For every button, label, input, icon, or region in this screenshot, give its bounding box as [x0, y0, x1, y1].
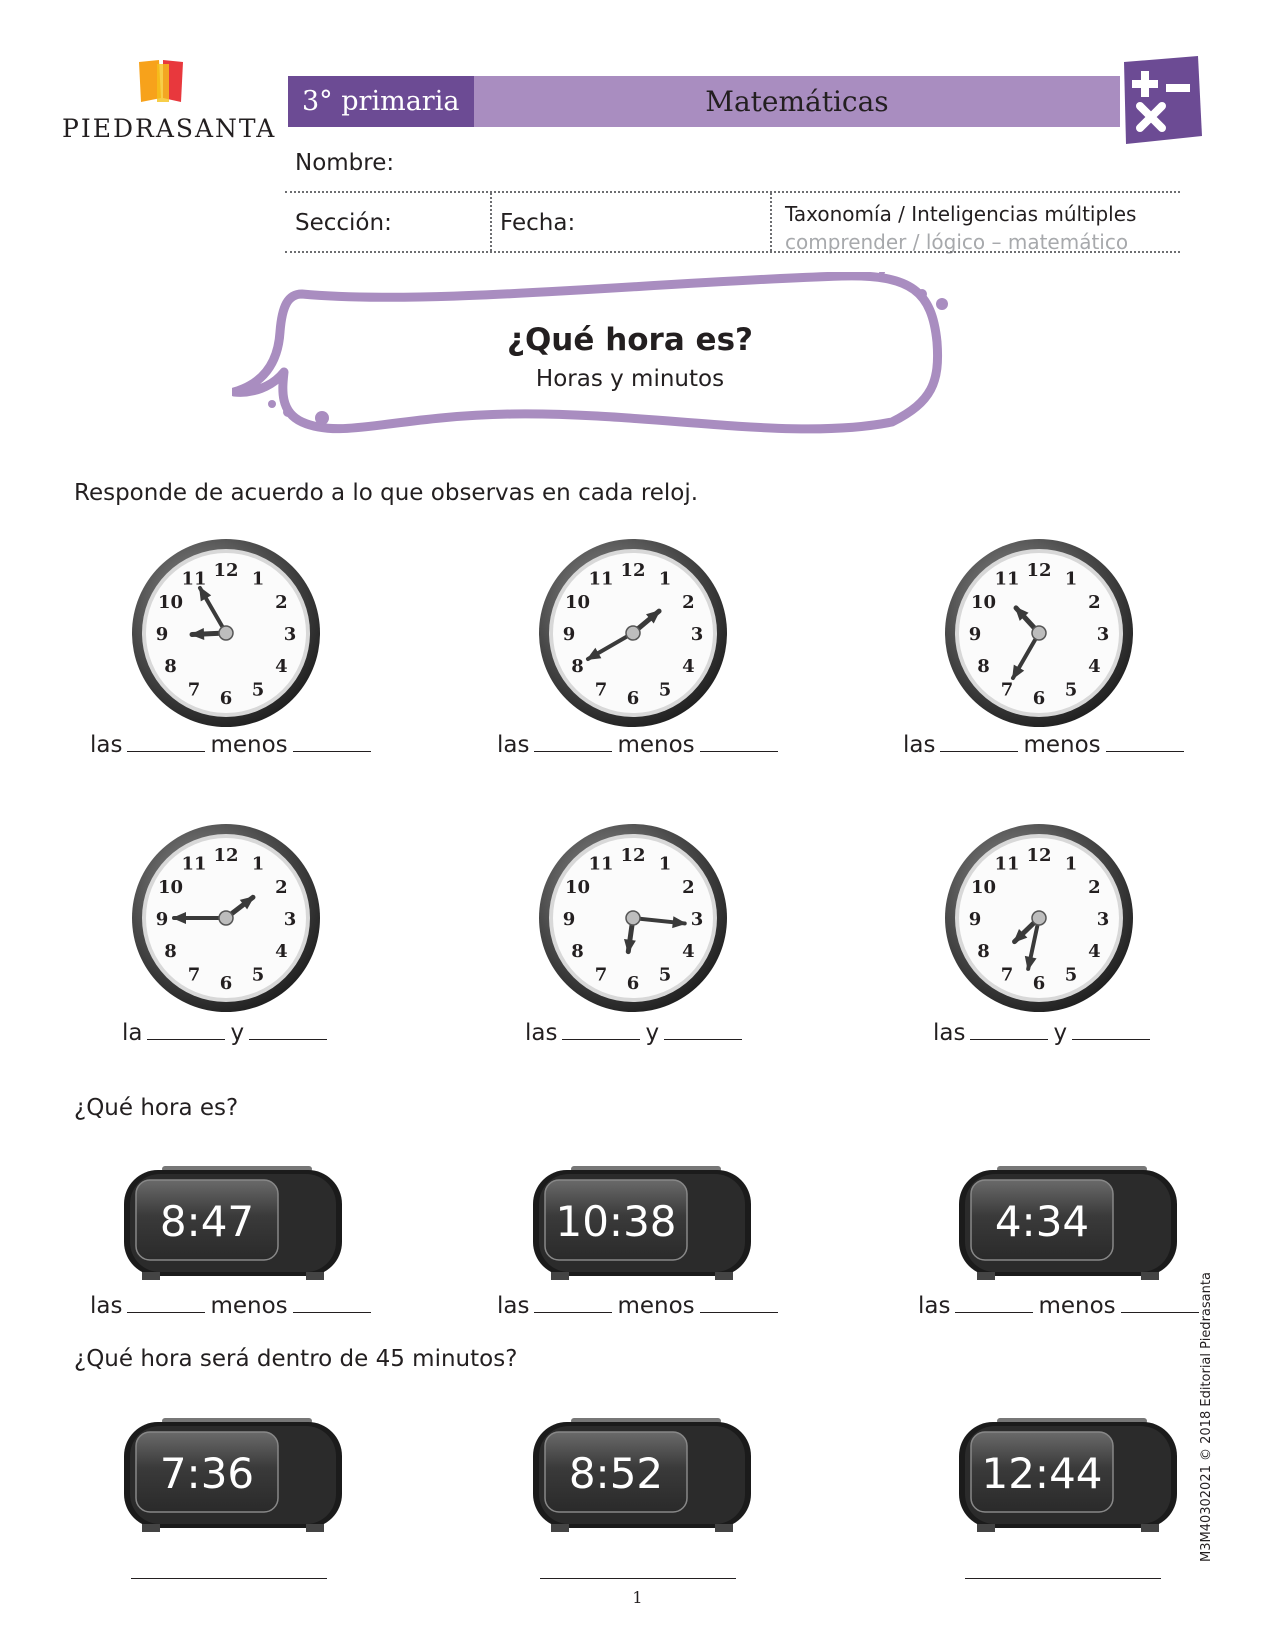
divider — [285, 191, 1180, 193]
answer-connector: y — [645, 1020, 660, 1046]
answer-prefix: la — [122, 1020, 143, 1046]
logo-text: PIEDRASANTA — [62, 114, 277, 143]
answer-prefix: las — [497, 1293, 530, 1319]
dial-number: 1 — [658, 853, 672, 875]
dial-number: 9 — [968, 909, 982, 930]
digital-clock — [531, 1416, 753, 1534]
answer-connector: menos — [617, 732, 695, 758]
answer-prefix: las — [918, 1293, 951, 1319]
dial-number: 7 — [187, 964, 201, 986]
answer-connector: menos — [1023, 732, 1101, 758]
answer-connector: menos — [210, 1293, 288, 1319]
dial-number: 12 — [213, 845, 239, 866]
dial-number: 11 — [181, 568, 207, 590]
dial-number: 4 — [682, 941, 695, 962]
answer-prefix: las — [903, 732, 936, 758]
dial-number: 1 — [251, 853, 265, 875]
math-operations-icon — [1118, 56, 1204, 148]
dial-number: 12 — [1026, 560, 1052, 581]
section-label: Sección: — [295, 210, 392, 236]
dial-number: 9 — [562, 909, 576, 930]
dial-number: 10 — [971, 877, 997, 898]
dial-number: 11 — [588, 853, 614, 875]
dial-number: 2 — [682, 877, 695, 898]
digital-clock — [122, 1164, 344, 1282]
minute-blank[interactable] — [664, 1021, 742, 1040]
subject-title: Matemáticas — [474, 76, 1120, 127]
dial-number: 8 — [164, 656, 177, 677]
answer-line — [525, 1020, 747, 1046]
hour-blank[interactable] — [127, 733, 205, 752]
answer-prefix: las — [90, 1293, 123, 1319]
answer-line — [90, 732, 376, 758]
dial-number: 4 — [275, 656, 288, 677]
dial-number: 11 — [181, 853, 207, 875]
dial-number: 7 — [594, 964, 608, 986]
digital-clock — [531, 1164, 753, 1282]
dial-number: 5 — [251, 679, 265, 701]
digital-time: 10:38 — [555, 1197, 677, 1246]
dial-number: 7 — [1000, 964, 1014, 986]
digital-time: 4:34 — [994, 1197, 1090, 1246]
dial-number: 12 — [620, 845, 646, 866]
hour-blank[interactable] — [970, 1021, 1048, 1040]
title-bubble — [232, 272, 992, 458]
answer-line — [497, 1293, 783, 1319]
dial-number: 12 — [1026, 845, 1052, 866]
minute-blank[interactable] — [293, 1294, 371, 1313]
dial-number: 4 — [1088, 941, 1101, 962]
hour-blank[interactable] — [127, 1294, 205, 1313]
dial-number: 8 — [571, 656, 584, 677]
dial-number: 3 — [283, 909, 297, 930]
analog-clock — [537, 537, 729, 729]
minute-blank[interactable] — [700, 733, 778, 752]
answer-connector: y — [1053, 1020, 1068, 1046]
page-number: 1 — [632, 1588, 643, 1607]
dial-number: 1 — [658, 568, 672, 590]
hour-blank[interactable] — [562, 1021, 640, 1040]
dial-number: 4 — [1088, 656, 1101, 677]
dial-number: 6 — [626, 973, 640, 994]
instruction-1: Responde de acuerdo a lo que observas en cada reloj. — [74, 480, 699, 506]
piedrasanta-logo-icon — [137, 58, 189, 108]
dial-number: 1 — [1064, 853, 1078, 875]
dial-number: 7 — [594, 679, 608, 701]
dial-number: 9 — [562, 624, 576, 645]
minute-blank[interactable] — [1121, 1294, 1199, 1313]
dial-number: 10 — [158, 592, 184, 613]
dial-number: 10 — [565, 592, 591, 613]
answer-blank[interactable] — [540, 1578, 736, 1579]
answer-connector: menos — [1038, 1293, 1116, 1319]
answer-line — [903, 732, 1189, 758]
hour-blank[interactable] — [147, 1021, 225, 1040]
dial-number: 8 — [571, 941, 584, 962]
date-label: Fecha: — [500, 210, 576, 236]
divider — [285, 251, 1180, 253]
copyright-credit: M3M4030202​1 © 2018 Editorial Piedrasanta — [1199, 1272, 1214, 1562]
answer-line — [122, 1020, 332, 1046]
answer-connector: y — [230, 1020, 245, 1046]
answer-prefix: las — [497, 732, 530, 758]
minute-blank[interactable] — [1072, 1021, 1150, 1040]
activity-title: ¿Qué hora es? — [506, 322, 754, 358]
digital-time: 7:36 — [159, 1449, 255, 1498]
name-label: Nombre: — [295, 150, 395, 176]
dial-number: 5 — [658, 964, 672, 986]
answer-blank[interactable] — [131, 1578, 327, 1579]
dial-number: 3 — [690, 624, 704, 645]
analog-clock — [537, 822, 729, 1014]
hour-blank[interactable] — [940, 733, 1018, 752]
hour-blank[interactable] — [955, 1294, 1033, 1313]
dial-number: 6 — [219, 973, 233, 994]
dial-number: 1 — [251, 568, 265, 590]
dial-number: 3 — [690, 909, 704, 930]
digital-clock — [957, 1416, 1179, 1534]
dial-number: 7 — [1000, 679, 1014, 701]
grade-label: 3° primaria — [288, 76, 474, 127]
dial-number: 8 — [164, 941, 177, 962]
dial-number: 5 — [251, 964, 265, 986]
dial-number: 9 — [968, 624, 982, 645]
analog-clock — [943, 822, 1135, 1014]
answer-connector: menos — [617, 1293, 695, 1319]
dial-number: 9 — [155, 624, 169, 645]
answer-prefix: las — [933, 1020, 966, 1046]
instruction-3: ¿Qué hora será dentro de 45 minutos? — [74, 1346, 518, 1372]
dial-number: 10 — [971, 592, 997, 613]
dial-number: 11 — [994, 853, 1020, 875]
analog-clock — [130, 537, 322, 729]
dial-number: 7 — [187, 679, 201, 701]
dial-number: 9 — [155, 909, 169, 930]
dial-number: 8 — [977, 656, 990, 677]
dial-number: 6 — [219, 688, 233, 709]
hour-blank[interactable] — [534, 733, 612, 752]
answer-prefix: las — [525, 1020, 558, 1046]
dial-number: 5 — [658, 679, 672, 701]
dial-number: 3 — [283, 624, 297, 645]
divider — [490, 193, 492, 251]
dial-number: 3 — [1096, 909, 1110, 930]
answer-line — [918, 1293, 1204, 1319]
divider — [770, 193, 772, 251]
dial-number: 4 — [275, 941, 288, 962]
digital-clock — [957, 1164, 1179, 1282]
hour-blank[interactable] — [534, 1294, 612, 1313]
answer-blank[interactable] — [965, 1578, 1161, 1579]
answer-line — [90, 1293, 376, 1319]
dial-number: 5 — [1064, 964, 1078, 986]
dial-number: 2 — [682, 592, 695, 613]
dial-number: 3 — [1096, 624, 1110, 645]
taxonomy-subtitle: comprender / lógico – matemático — [785, 230, 1129, 254]
instruction-2: ¿Qué hora es? — [74, 1095, 239, 1121]
dial-number: 6 — [626, 688, 640, 709]
answer-connector: menos — [210, 732, 288, 758]
dial-number: 2 — [1088, 877, 1101, 898]
analog-clock — [130, 822, 322, 1014]
taxonomy-title: Taxonomía / Inteligencias múltiples — [785, 202, 1137, 226]
answer-line — [497, 732, 783, 758]
digital-time: 12:44 — [981, 1449, 1103, 1498]
minute-blank[interactable] — [249, 1021, 327, 1040]
dial-number: 4 — [682, 656, 695, 677]
minute-blank[interactable] — [293, 733, 371, 752]
dial-number: 2 — [275, 592, 288, 613]
dial-number: 11 — [588, 568, 614, 590]
dial-number: 8 — [977, 941, 990, 962]
dial-number: 6 — [1032, 688, 1046, 709]
dial-number: 2 — [275, 877, 288, 898]
minute-blank[interactable] — [1106, 733, 1184, 752]
activity-subtitle: Horas y minutos — [535, 366, 725, 392]
analog-clock — [943, 537, 1135, 729]
digital-time: 8:52 — [568, 1449, 664, 1498]
dial-number: 1 — [1064, 568, 1078, 590]
dial-number: 6 — [1032, 973, 1046, 994]
answer-line — [933, 1020, 1155, 1046]
dial-number: 2 — [1088, 592, 1101, 613]
dial-number: 11 — [994, 568, 1020, 590]
dial-number: 10 — [565, 877, 591, 898]
dial-number: 12 — [213, 560, 239, 581]
dial-number: 5 — [1064, 679, 1078, 701]
dial-number: 12 — [620, 560, 646, 581]
answer-prefix: las — [90, 732, 123, 758]
minute-blank[interactable] — [700, 1294, 778, 1313]
digital-time: 8:47 — [159, 1197, 255, 1246]
dial-number: 10 — [158, 877, 184, 898]
digital-clock — [122, 1416, 344, 1534]
